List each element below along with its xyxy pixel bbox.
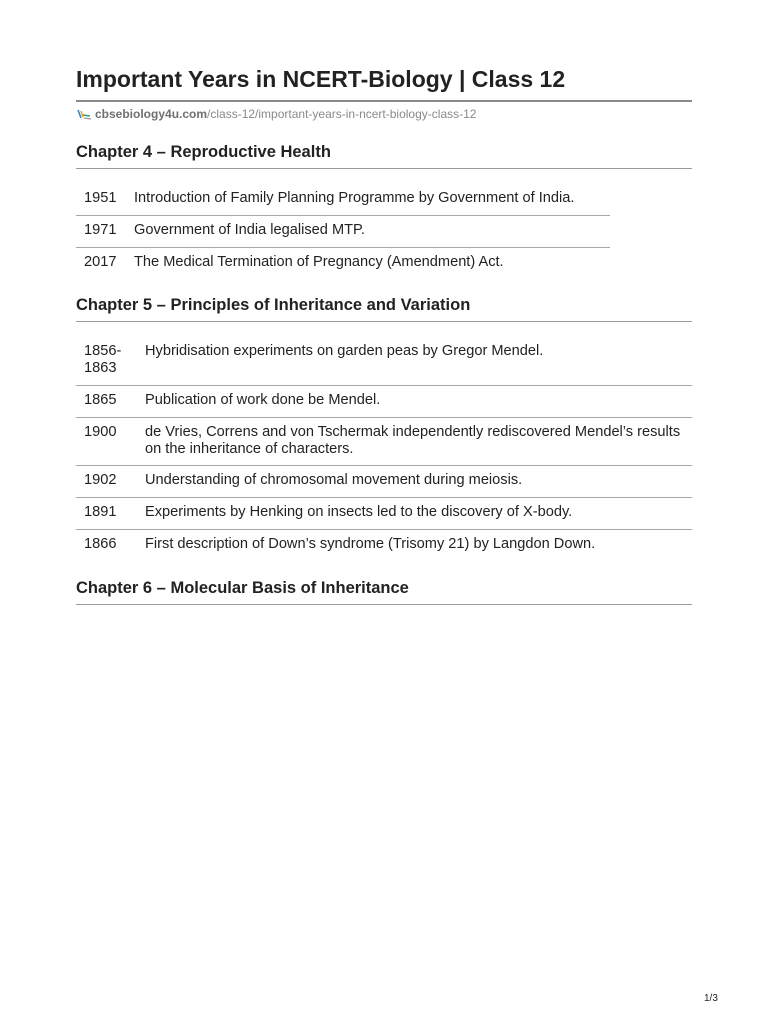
row-divider [76,465,692,466]
row-description: de Vries, Correns and von Tschermak independently rediscovered Mendel’s results on the inheritance of characters. [145,424,681,457]
chapter-divider [76,321,692,322]
row-divider [76,417,692,418]
row-divider [76,385,692,386]
row-year: 1866 [84,536,117,552]
source-domain: cbsebiology4u.com [95,107,208,121]
chapter-heading: Chapter 5 – Principles of Inheritance and Variation [76,296,471,314]
source-url[interactable] [76,107,476,121]
row-year: 1971 [84,222,117,238]
row-divider [76,215,610,216]
row-year: 1900 [84,424,117,440]
chapter-divider [76,168,692,169]
row-description: Government of India legalised MTP. [134,222,365,238]
chapter-heading: Chapter 6 – Molecular Basis of Inheritance [76,579,409,597]
row-description: The Medical Termination of Pregnancy (Amendment) Act. [134,254,504,270]
site-favicon-icon [76,107,92,121]
row-divider [76,529,692,530]
row-description: First description of Down’s syndrome (Trisomy 21) by Langdon Down. [145,536,596,552]
row-divider [76,247,610,248]
row-description: Hybridisation experiments on garden peas by Gregor Mendel. [145,343,544,359]
page-title: Important Years in NCERT-Biology | Class 12 [76,66,566,92]
row-description: Understanding of chromosomal movement during meiosis. [145,472,523,488]
source-path: /class-12/important-years-in-ncert-biology-class-12 [207,107,477,121]
chapter-divider [76,604,692,605]
row-year: 1865 [84,392,117,408]
chapter-heading: Chapter 4 – Reproductive Health [76,143,331,161]
row-year: 1891 [84,504,117,520]
row-description: Publication of work done be Mendel. [145,392,381,408]
row-description: Experiments by Henking on insects led to the discovery of X-body. [145,504,573,520]
row-year: 1856- 1863 [84,343,122,376]
row-year: 1902 [84,472,117,488]
title-divider [76,100,692,102]
row-year: 2017 [84,254,117,270]
row-description: Introduction of Family Planning Programme by Government of India. [134,190,575,206]
row-year: 1951 [84,190,117,206]
page-number: 1/3 [704,993,718,1004]
row-divider [76,497,692,498]
